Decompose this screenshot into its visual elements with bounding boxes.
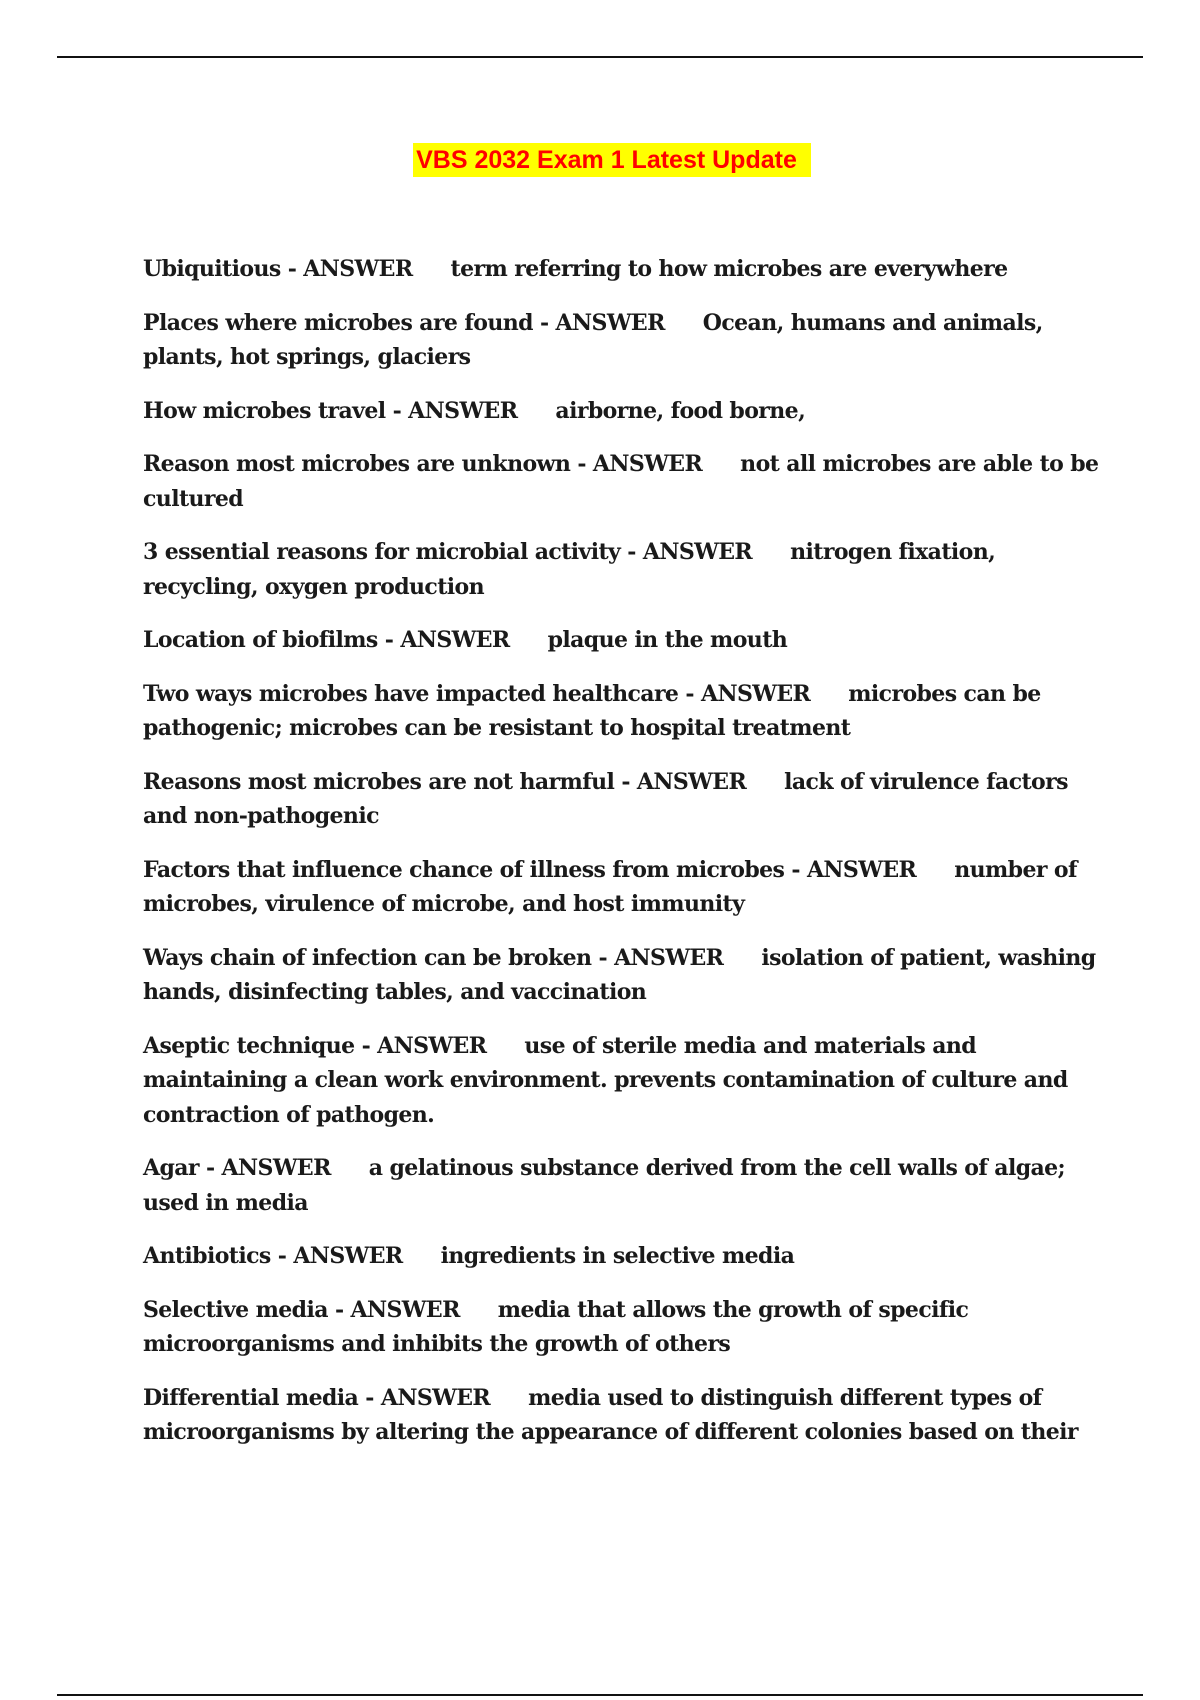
answer-marker: - ANSWER — [287, 256, 413, 282]
qa-answer: not all microbes are able to be cultured — [143, 451, 1099, 512]
qa-term: Reason most microbes are unknown — [143, 451, 571, 477]
qa-answer: Ocean, humans and animals, plants, hot springs, glaciers — [143, 309, 1043, 370]
qa-answer: media used to distinguish different types of microorganisms by altering the appearance of different colonies based on their — [143, 1384, 1078, 1445]
qa-item — [143, 1381, 1103, 1450]
qa-item — [143, 1029, 1103, 1133]
qa-item — [143, 941, 1103, 1010]
answer-marker: - ANSWER — [384, 627, 510, 653]
qa-list — [143, 252, 1103, 1469]
title-container — [0, 143, 1200, 177]
qa-answer: a gelatinous substance derived from the cell walls of algae; used in media — [143, 1155, 1066, 1216]
qa-term: How microbes travel — [143, 397, 386, 424]
qa-item — [143, 623, 1103, 658]
qa-answer: ingredients in selective media — [440, 1243, 795, 1269]
answer-marker: - ANSWER — [205, 1155, 331, 1181]
qa-term: Antibiotics — [143, 1243, 271, 1269]
answer-marker: - ANSWER — [361, 1032, 487, 1059]
qa-term: Ways chain of infection can be broken — [143, 944, 592, 971]
qa-item — [143, 1293, 1103, 1362]
qa-answer: plaque in the mouth — [547, 627, 788, 653]
answer-marker: - ANSWER — [598, 944, 724, 971]
top-rule — [57, 56, 1143, 58]
qa-term: Location of biofilms — [143, 627, 378, 653]
bottom-rule — [57, 1694, 1143, 1696]
qa-answer: microbes can be pathogenic; microbes can be resistant to hospital treatment — [143, 680, 1041, 741]
answer-marker: - ANSWER — [334, 1296, 460, 1323]
answer-marker: - ANSWER — [277, 1243, 403, 1269]
qa-item — [143, 306, 1103, 375]
qa-answer: number of microbes, virulence of microbe, and host immunity — [143, 856, 1077, 917]
qa-item — [143, 252, 1103, 287]
answer-marker: - ANSWER — [392, 397, 518, 424]
qa-answer: lack of virulence factors and non-pathogenic — [143, 768, 1068, 829]
qa-answer: media that allows the growth of specific microorganisms and inhibits the growth of others — [143, 1296, 969, 1357]
document-title: VBS 2032 Exam 1 Latest Update — [413, 143, 811, 177]
qa-term: Agar — [143, 1155, 199, 1181]
answer-marker: - ANSWER — [627, 539, 753, 565]
qa-item — [143, 853, 1103, 922]
qa-answer: term referring to how microbes are everywhere — [450, 256, 1008, 282]
qa-item — [143, 535, 1103, 604]
qa-item — [143, 447, 1103, 516]
answer-marker: - ANSWER — [539, 309, 665, 336]
answer-marker: - ANSWER — [791, 856, 917, 883]
qa-term: Selective media — [143, 1296, 328, 1323]
answer-marker: - ANSWER — [621, 768, 747, 795]
answer-marker: - ANSWER — [685, 680, 811, 707]
qa-item — [143, 1239, 1103, 1274]
answer-marker: - ANSWER — [365, 1384, 491, 1411]
qa-item — [143, 1151, 1103, 1220]
qa-term: Factors that influence chance of illness from microbes — [143, 856, 785, 883]
qa-term: Places where microbes are found — [143, 309, 533, 336]
qa-term: Two ways microbes have impacted healthcare — [143, 680, 679, 707]
qa-answer: use of sterile media and materials and maintaining a clean work environment. prevents contamination of culture and contraction of pathogen. — [143, 1032, 1068, 1128]
qa-term: 3 essential reasons for microbial activity — [143, 539, 621, 565]
qa-item — [143, 765, 1103, 834]
qa-term: Aseptic technique — [143, 1032, 355, 1059]
qa-term: Differential media — [143, 1384, 359, 1411]
qa-item — [143, 677, 1103, 746]
qa-term: Reasons most microbes are not harmful — [143, 768, 615, 795]
qa-answer: nitrogen fixation, recycling, oxygen production — [143, 539, 996, 600]
qa-answer: airborne, food borne, — [555, 397, 806, 424]
qa-answer: isolation of patient, washing hands, disinfecting tables, and vaccination — [143, 944, 1096, 1005]
qa-item — [143, 394, 1103, 429]
qa-term: Ubiquitious — [143, 256, 281, 282]
answer-marker: - ANSWER — [577, 451, 703, 477]
